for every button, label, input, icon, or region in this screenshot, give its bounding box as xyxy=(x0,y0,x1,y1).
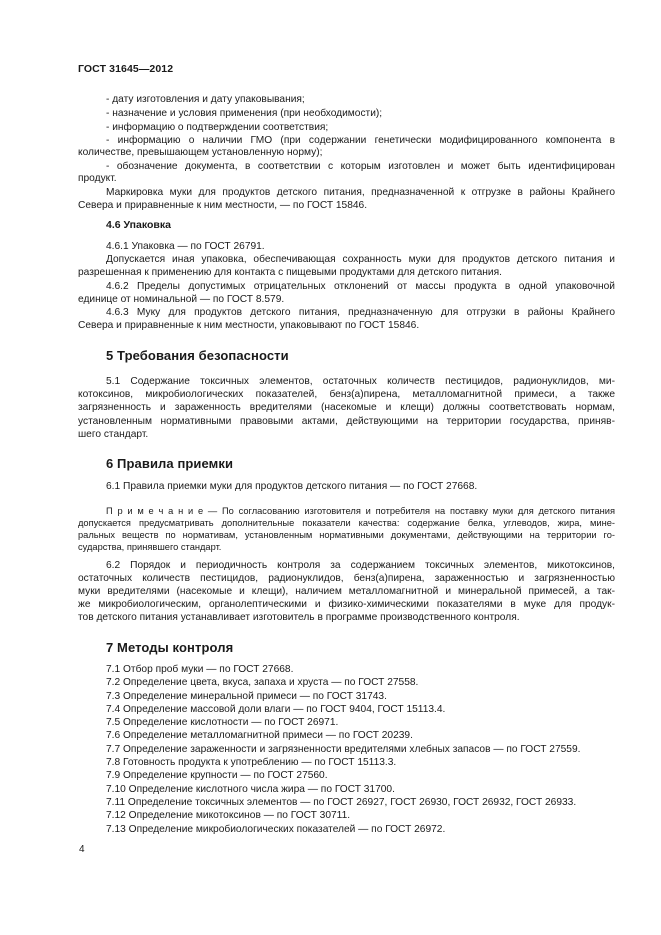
text-line: установленным нормативными правовыми актами, действующими на территории государства, приняв- xyxy=(78,416,615,427)
text-line: - дату изготовления и дату упаковывания; xyxy=(106,94,305,105)
text-line: 5.1 Содержание токсичных элементов, остаточных количеств пестицидов, радионуклидов, ми- xyxy=(106,376,615,387)
text-line: тов детского питания устанавливает изготовитель в программе производственного контроля. xyxy=(78,612,520,623)
document-header: ГОСТ 31645—2012 xyxy=(78,63,174,75)
text-line: 4.6.3 Муку для продуктов детского питания, предназначенную для отгрузки в районы Крайнего xyxy=(106,307,615,318)
text-line: 7.5 Определение кислотности — по ГОСТ 26971. xyxy=(106,717,339,728)
text-line: 7.10 Определение кислотного числа жира — по ГОСТ 31700. xyxy=(106,784,395,795)
text-line: - обозначение документа, в соответствии с которым изготовлен и может быть идентифицирован xyxy=(106,161,615,172)
section-heading: 6 Правила приемки xyxy=(106,456,234,471)
text-line: продукт. xyxy=(78,173,117,184)
text-line: Севера и приравненные к ним местности, — по ГОСТ 15846. xyxy=(78,200,368,211)
text-line: остаточных количеств пестицидов, радионуклидов, бенз(а)пирена, зараженностью и загрязненностью xyxy=(78,573,615,584)
text-line: Севера и приравненные к ним местности, упаковывают по ГОСТ 15846. xyxy=(78,320,420,331)
section-heading: 5 Требования безопасности xyxy=(106,348,289,363)
text-line: 7.13 Определение микробиологических показателей — по ГОСТ 26972. xyxy=(106,824,446,835)
text-line: 7.2 Определение цвета, вкуса, запаха и хруста — по ГОСТ 27558. xyxy=(106,677,419,688)
text-line: 7.8 Готовность продукта к употреблению — по ГОСТ 15113.3. xyxy=(106,757,397,768)
text-line: 7.1 Отбор проб муки — по ГОСТ 27668. xyxy=(106,664,294,675)
page-number: 4 xyxy=(79,844,85,855)
text-line: - назначение и условия применения (при необходимости); xyxy=(106,108,383,119)
text-line: 6.1 Правила приемки муки для продуктов детского питания — по ГОСТ 27668. xyxy=(106,481,478,492)
text-line: же микробиологическим, органолептическими и физико-химическими показателями в муке для продук- xyxy=(78,599,615,610)
text-line: котоксинов, микробиологических показателей, бенз(а)пирена, металломагнитной примеси, а также xyxy=(78,389,615,400)
text-line: количестве, превышающем установленную норму); xyxy=(78,147,323,158)
text-line: загрязненность и зараженность вредителями (насекомые и клещи) должны соответствовать нормам, xyxy=(78,402,615,413)
text-line: Допускается иная упаковка, обеспечивающая сохранность муки для продуктов детского питания и xyxy=(106,254,615,265)
text-line: 7.11 Определение токсичных элементов — по ГОСТ 26927, ГОСТ 26930, ГОСТ 26932, ГОСТ 26933. xyxy=(106,797,577,808)
section-heading: 7 Методы контроля xyxy=(106,640,234,655)
text-line: 7.3 Определение минеральной примеси — по ГОСТ 31743. xyxy=(106,691,387,702)
note-line: сударства, принявшего стандарт. xyxy=(78,542,222,552)
text-line: 7.4 Определение массовой доли влаги — по ГОСТ 9404, ГОСТ 15113.4. xyxy=(106,704,446,715)
note-line: П р и м е ч а н и е — По согласованию изготовителя и потребителя на поставку муки для детского питания xyxy=(106,506,615,516)
text-line: шего стандарт. xyxy=(78,429,149,440)
text-line: 7.12 Определение микотоксинов — по ГОСТ 30711. xyxy=(106,810,351,821)
text-line: 7.9 Определение крупности — по ГОСТ 27560. xyxy=(106,770,328,781)
text-line: - информацию о наличии ГМО (при содержании генетически модифицированного компонента в xyxy=(106,135,615,146)
text-line: единице от номинальной — по ГОСТ 8.579. xyxy=(78,294,285,305)
text-line: муки вредителями (насекомые и клещи), наличием металломагнитной и минеральной примесей, а так- xyxy=(78,586,615,597)
note-line: ральных веществ по нормативам, установленным нормативными документами, действующими на территории го- xyxy=(78,530,615,540)
text-line: 7.6 Определение металломагнитной примеси — по ГОСТ 20239. xyxy=(106,730,413,741)
text-line: 6.2 Порядок и периодичность контроля за содержанием токсичных элементов, микотоксинов, xyxy=(106,560,615,571)
text-line: - информацию о подтверждении соответствия; xyxy=(106,122,329,133)
text-line: 7.7 Определение зараженности и загрязненности вредителями хлебных запасов — по ГОСТ 27559. xyxy=(106,744,581,755)
text-line: 4.6.2 Пределы допустимых отрицательных отклонений от массы продукта в одной упаковочной xyxy=(106,281,615,292)
text-line: разрешенная к применению для контакта с пищевыми продуктами для детского питания. xyxy=(78,267,502,278)
note-line: допускается предусматривать дополнительные показатели качества: содержание белка, углеводов, жира, мине- xyxy=(78,518,615,528)
subsection-heading: 4.6 Упаковка xyxy=(106,219,171,231)
text-line: 4.6.1 Упаковка — по ГОСТ 26791. xyxy=(106,241,265,252)
text-line: Маркировка муки для продуктов детского питания, предназначенной к отгрузке в районы Крайнего xyxy=(106,187,615,198)
